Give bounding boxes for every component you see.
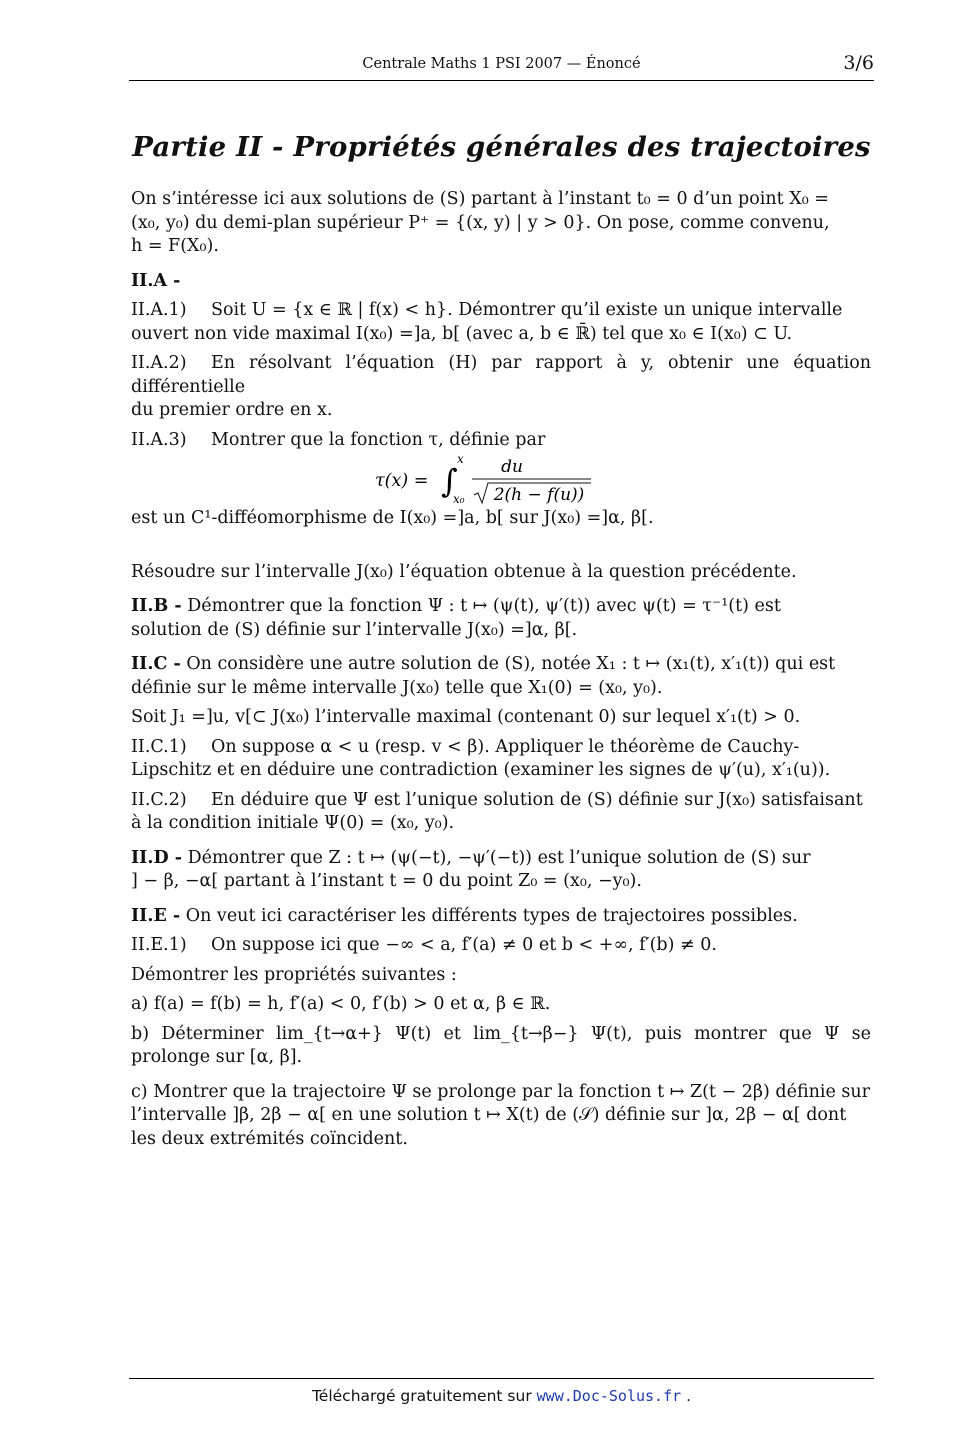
question-IIE1-c-cont1: l’intervalle ]β, 2β − α[ en une solution t ↦ X(t) de (𝒮) définie sur ]α, 2β − α[ dont (131, 1105, 847, 1125)
page-header (129, 52, 874, 81)
question-text: Démontrer que Z : t ↦ (ψ(−t), −ψ′(−t)) est l’unique solution de (S) sur (187, 847, 811, 868)
question-IIE1-a: a) f(a) = f(b) = h, f′(a) < 0, f′(b) > 0 et α, β ∈ ℝ. (131, 994, 551, 1014)
question-IIC1 (131, 736, 871, 760)
question-text: En résolvant l’équation (H) par rapport à y, obtenir une équation différentielle (131, 353, 871, 397)
formula-upper-bound: x (457, 454, 464, 466)
question-IIC2-cont: à la condition initiale Ψ(0) = (x₀, y₀). (131, 813, 455, 833)
heading-IIC: II.C - (131, 654, 181, 674)
heading-IIA: II.A - (131, 270, 181, 291)
intro-line-2: (x₀, y₀) du demi-plan supérieur P⁺ = {(x, y) | y > 0}. On pose, comme convenu, (131, 212, 830, 233)
question-IIB-cont: solution de (S) définie sur l’intervalle J(x₀) =]α, β[. (131, 619, 578, 640)
formula-lhs: τ(x) = (375, 471, 429, 491)
question-text: On suppose α < u (resp. v < β). Appliquer le théorème de Cauchy- (211, 736, 800, 757)
question-text: Démontrer que la fonction Ψ : t ↦ (ψ(t), ψ′(t)) avec ψ(t) = τ⁻¹(t) est (187, 596, 781, 616)
question-IIA3-cont: est un C¹-difféomorphisme de I(x₀) =]a, b[ sur J(x₀) =]α, β[. (131, 508, 654, 528)
heading-IID: II.D - (131, 847, 182, 868)
question-number: II.C.2) (131, 789, 187, 810)
question-IIC2 (131, 789, 871, 813)
question-number: II.E.1) (131, 935, 187, 955)
question-number: II.A.3) (131, 429, 187, 450)
intro-line-3: h = F(X₀). (131, 236, 219, 256)
tau-formula (131, 454, 871, 506)
formula-numerator: du (501, 457, 523, 477)
footer-rule (129, 1378, 874, 1379)
question-IID-cont: ] − β, −α[ partant à l’instant t = 0 du point Z₀ = (x₀, −y₀). (131, 871, 642, 891)
formula-denominator: 2(h − f(u)) (493, 485, 585, 505)
heading-IIB: II.B - (131, 596, 182, 616)
question-IIE (131, 905, 871, 929)
question-IIC-cont: définie sur le même intervalle J(x₀) telle que X₁(0) = (x₀, y₀). (131, 677, 663, 698)
page-number: 3/6 (843, 52, 874, 74)
question-IIC (131, 653, 871, 677)
question-text: En déduire que Ψ est l’unique solution de (S) définie sur J(x₀) satisfaisant (211, 789, 863, 810)
question-IIB (131, 595, 871, 619)
integral-sign: ∫ (441, 462, 458, 500)
question-IIE1-c: c) Montrer que la trajectoire Ψ se prolonge par la fonction t ↦ Z(t − 2β) définie sur (131, 1081, 871, 1102)
tau-formula-svg (373, 454, 633, 506)
question-IIE1 (131, 934, 871, 958)
question-IIA2 (131, 352, 871, 399)
heading-IIE: II.E - (131, 905, 181, 926)
question-IIC1-cont: Lipschitz et en déduire une contradiction (examiner les signes de ψ′(u), x′₁(u)). (131, 760, 831, 780)
footer-end: . (686, 1387, 692, 1405)
question-IIA3 (131, 429, 871, 453)
footer-text: Téléchargé gratuitement sur (311, 1387, 532, 1405)
question-IIE1-c-cont2: les deux extrémités coïncident. (131, 1128, 408, 1149)
question-IID (131, 847, 871, 871)
question-IIE1-b: b) Déterminer lim_{t→α+} Ψ(t) et lim_{t→β−} Ψ(t), puis montrer que Ψ se prolonge sur [α, β]. (131, 1023, 871, 1067)
question-IIA1-cont: ouvert non vide maximal I(x₀) =]a, b[ (avec a, b ∈ ℝ̄) tel que x₀ ∈ I(x₀) ⊂ U. (131, 323, 793, 344)
question-text: On veut ici caractériser les différents types de trajectoires possibles. (185, 905, 798, 926)
question-text: On suppose ici que −∞ < a, f′(a) ≠ 0 et b < +∞, f′(b) ≠ 0. (211, 935, 717, 955)
section-title: Partie II - Propriétés générales des trajectoires (132, 131, 871, 163)
footer-link[interactable]: www.Doc-Solus.fr (536, 1387, 682, 1405)
question-text: Montrer que la fonction τ, définie par (211, 429, 546, 450)
question-IIA1 (131, 299, 871, 323)
question-IIA4: Résoudre sur l’intervalle J(x₀) l’équation obtenue à la question précédente. (131, 561, 797, 582)
question-IIE1-demo: Démontrer les propriétés suivantes : (131, 964, 457, 985)
intro-line-1: On s’intéresse ici aux solutions de (S) partant à l’instant t₀ = 0 d’un point X₀ = (131, 189, 829, 209)
page-footer (129, 1387, 874, 1405)
question-number: II.A.2) (131, 353, 187, 373)
question-number: II.A.1) (131, 300, 187, 320)
question-text: Soit U = {x ∈ ℝ | f(x) < h}. Démontrer qu’il existe un unique intervalle (211, 300, 843, 320)
formula-lower-bound: x₀ (453, 492, 465, 506)
question-IIC-def: Soit J₁ =]u, v[⊂ J(x₀) l’intervalle maximal (contenant 0) sur lequel x′₁(t) > 0. (131, 707, 801, 727)
question-number: II.C.1) (131, 736, 187, 757)
question-IIA2-cont: du premier ordre en x. (131, 400, 333, 420)
question-text: On considère une autre solution de (S), notée X₁ : t ↦ (x₁(t), x′₁(t)) qui est (186, 654, 836, 674)
running-title: Centrale Maths 1 PSI 2007 — Énoncé (362, 56, 641, 72)
main-content (131, 188, 871, 1151)
